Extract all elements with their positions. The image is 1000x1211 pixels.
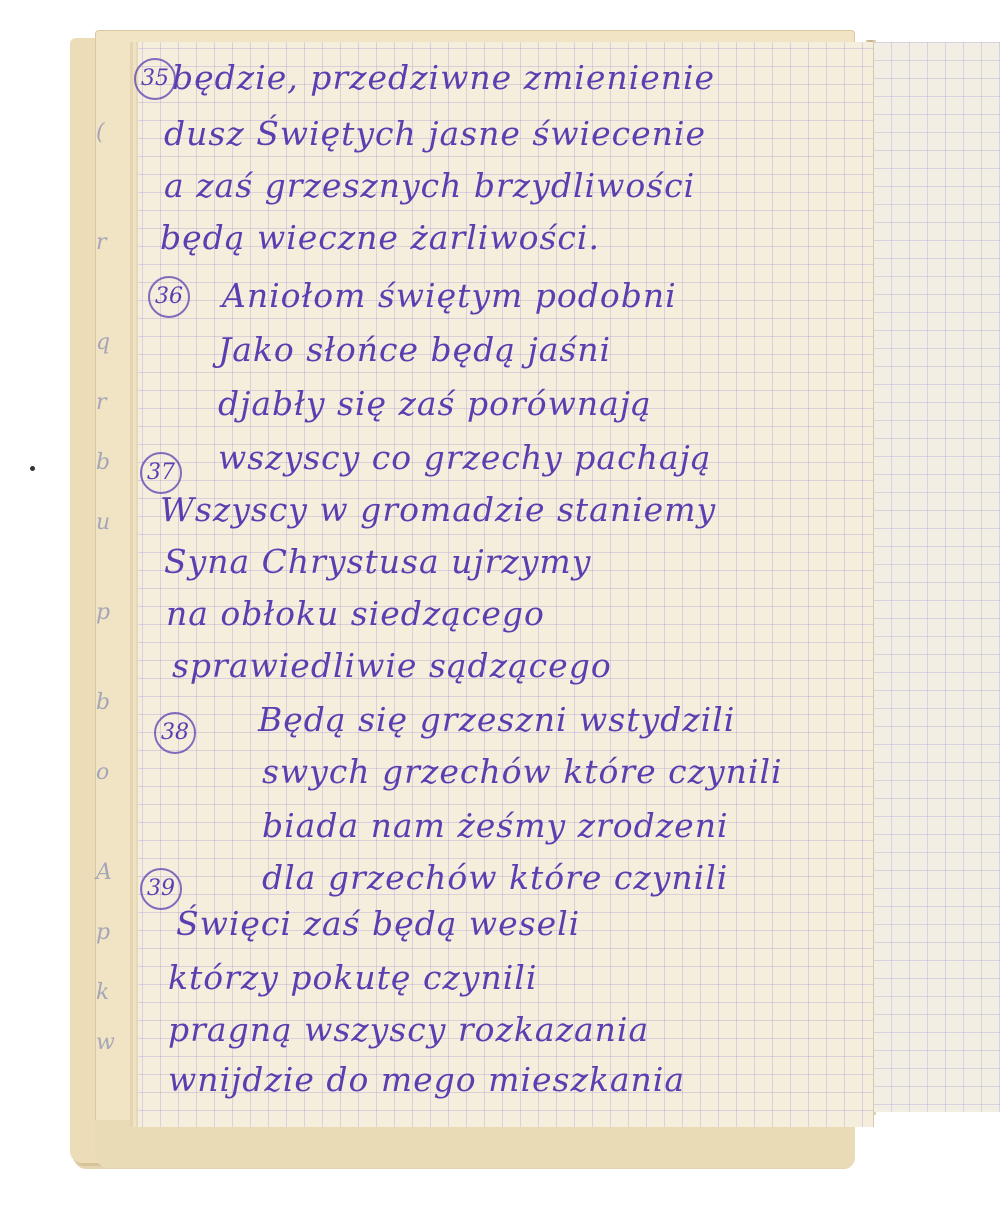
verse-line: wszyscy co grzechy pachają	[218, 438, 712, 477]
verse-line: pragną wszyscy rozkazania	[168, 1010, 650, 1049]
verse-line: Syna Chrystusa ujrzymy	[164, 542, 592, 581]
verse-number: 35	[134, 58, 176, 100]
verse-line: swych grzechów które czynili	[262, 752, 783, 791]
verse-line: będzie, przedziwne zmienienie	[172, 58, 716, 97]
verse-line: będą wieczne żarliwości.	[160, 218, 600, 257]
verse-line: biada nam żeśmy zrodzeni	[262, 806, 729, 845]
verse-line: którzy pokutę czynili	[168, 958, 538, 997]
verse-line: Jako słońce będą jaśni	[218, 330, 612, 369]
verse-line: djabły się zaś porównają	[218, 384, 652, 423]
verse-line: Święci zaś będą weseli	[176, 904, 581, 943]
verse-number: 37	[140, 452, 182, 494]
verse-line: na obłoku siedzącego	[166, 594, 545, 633]
verse-number: 39	[140, 868, 182, 910]
verse-line: a zaś grzesznych brzydliwości	[164, 166, 696, 205]
verse-line: sprawiedliwie sądzącego	[172, 646, 612, 685]
verse-line: dla grzechów które czynili	[262, 858, 729, 897]
verse-line: dusz Świętych jasne świecenie	[164, 114, 706, 153]
verse-line: Aniołom świętym podobni	[222, 276, 677, 315]
verse-line: wnijdzie do mego mieszkania	[168, 1060, 686, 1099]
verse-number: 36	[148, 276, 190, 318]
verse-line: Będą się grzeszni wstydzili	[258, 700, 736, 739]
verse-number: 38	[154, 712, 196, 754]
verse-line: Wszyscy w gromadzie staniemy	[160, 490, 717, 529]
underlying-page-letters: ( r q r b u p b o A p k w	[96, 120, 115, 1055]
